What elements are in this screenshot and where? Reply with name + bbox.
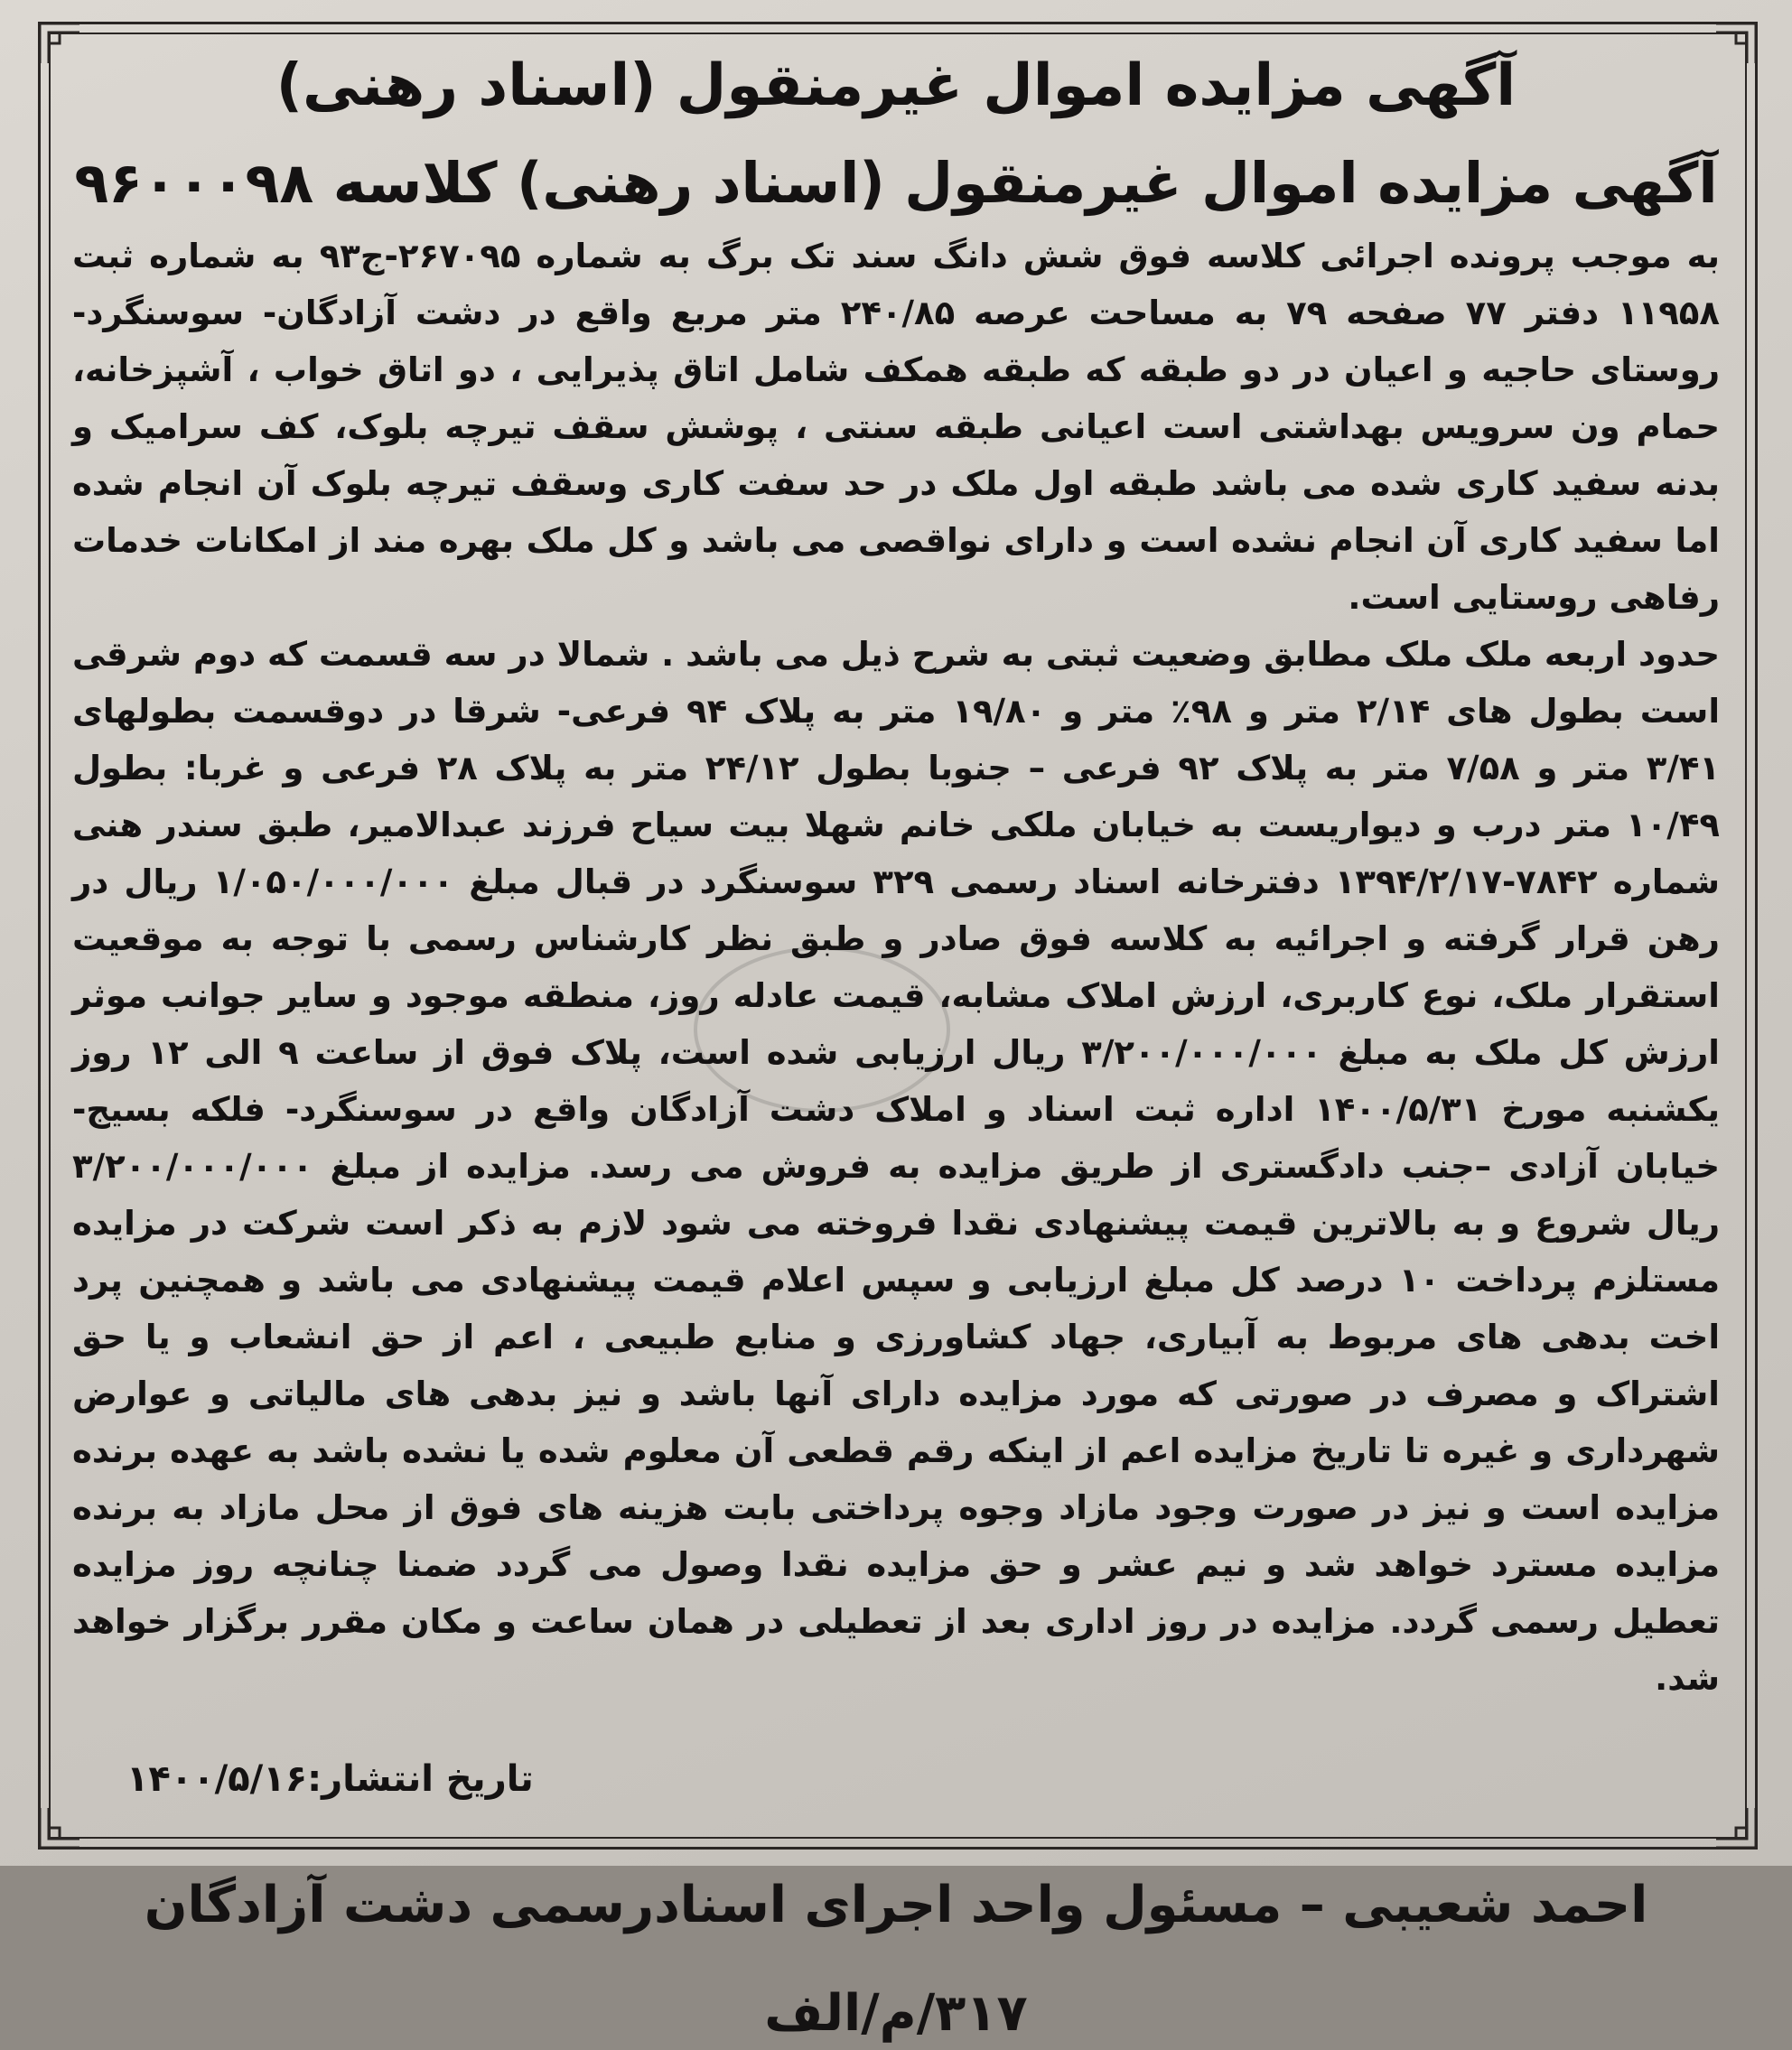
notice-title: آگهی مزایده اموال غیرمنقول (اسناد رهنی) [275,52,1517,119]
reference-code: ۳۱۷/م/الف [764,1984,1028,2043]
paragraph-boundaries-and-terms: حدود اربعه ملک ملک مطابق وضعیت ثبتی به شرح ذیل می باشد . شمالا در سه قسمت که دوم شرقی است بطول های ۲/۱۴ متر و ۹۸٪ متر و ۱۹/۸۰ متر به پلاک ۹۴ فرعی- شرقا در دوقسمت بطولهای ۳/۴۱ متر و ۷/۵۸ متر به پلاک ۹۲ فرعی – جنوبا بطول ۲۴/۱۲ متر به پلاک ۲۸ فرعی و غربا: بطول ۱۰/۴۹ متر درب و دیواریست به خیابان ملکی خانم شهلا بیت سیاح فرزند عبدالامیر، طبق سندر هنی شماره ۷۸۴۲-۱۳۹۴/۲/۱۷ دفترخانه اسناد رسمی ۳۲۹ سوسنگرد در قبال مبلغ ۱/۰۵۰/۰۰۰/۰۰۰ ریال در رهن قرار گرفته و اجرائیه به کلاسه فوق صادر و طبق نظر کارشناس رسمی با توجه به موقعیت استقرار ملک، نوع کاربری، ارزش املاک مشابه، قیمت عادله روز، منطقه موجود و سایر جوانب موثر ارزش کل ملک به مبلغ ۳/۲۰۰/۰۰۰/۰۰۰ ریال ارزیابی شده است، پلاک فوق از ساعت ۹ الی ۱۲ روز یکشنبه مورخ ۱۴۰۰/۵/۳۱ اداره ثبت اسناد و املاک دشت آزادگان واقع در سوسنگرد- فلکه بسیج- خیابان آزادی –جنب دادگستری از طریق مزایده به فروش می رسد. مزایده از مبلغ ۳/۲۰۰/۰۰۰/۰۰۰ ریال شروع و به بالاترین قیمت پیشنهادی نقدا فروخته می شود لازم به ذکر است شرکت در مزایده مستلزم پرداخت ۱۰ درصد کل مبلغ ارزیابی و سپس اعلام قیمت پیشنهادی می باشد و همچنین پرد اخت بدهی های مربوط به آبیاری، جهاد کشاورزی و منابع طبیعی ، اعم از حق انشعاب و یا حق اشتراک و مصرف در صورتی که مورد مزایده دارای آنها باشد و نیز بدهی های مالیاتی و عوارض شهرداری و غیره تا تاریخ مزایده اعم از اینکه رقم قطعی آن معلوم شده یا نشده باشد به عهده برنده مزایده است و نیز در صورت وجود مازاد وجوه پرداختی بابت هزینه های فوق از محل مازاد به برنده مزایده مسترد خواهد شد و نیم عشر و حق مزایده نقدا وصول می گردد ضمنا چنانچه روز مزایده تعطیل رسمی گردد. مزایده در روز اداری بعد از تعطیلی در همان ساعت و مکان مقرر برگزار خواهد شد. [72,635,1721,1698]
notice-body [72,228,1720,1707]
notice-subtitle: آگهی مزایده اموال غیرمنقول (اسناد رهنی) کلاسه ۹۶۰۰۰۹۸ [74,150,1718,216]
signature-line: احمد شعیبی – مسئول واحد اجرای اسنادرسمی دشت آزادگان [144,1876,1648,1934]
publication-date: تاریخ انتشار:۱۴۰۰/۵/۱۶ [126,1758,534,1800]
notice-content [72,45,1721,2043]
paragraph-property-description: به موجب پرونده اجرائی کلاسه فوق شش دانگ سند تک برگ به شماره ۲۶۷۰۹۵-ج۹۳ به شماره ثبت ۱۱۹۵۸ دفتر ۷۷ صفحه ۷۹ به مساحت عرصه ۲۴۰/۸۵ متر مربع واقع در دشت آزادگان- سوسنگرد- روستای حاجیه و اعیان در دو طبقه که طبقه همکف شامل اتاق پذیرایی ، دو اتاق خواب ، آشپزخانه، حمام ون سرویس بهداشتی است اعیانی طبقه سنتی ، پوشش سقف تیرچه بلوک، کف سرامیک و بدنه سفید کاری شده می باشد طبقه اول ملک در حد سفت کاری وسقف تیرچه بلوک آن انجام شده اما سفید کاری آن انجام نشده است و دارای نواقصی می باشد و کل ملک بهره مند از امکانات خدمات رفاهی روستایی است. [72,237,1721,617]
